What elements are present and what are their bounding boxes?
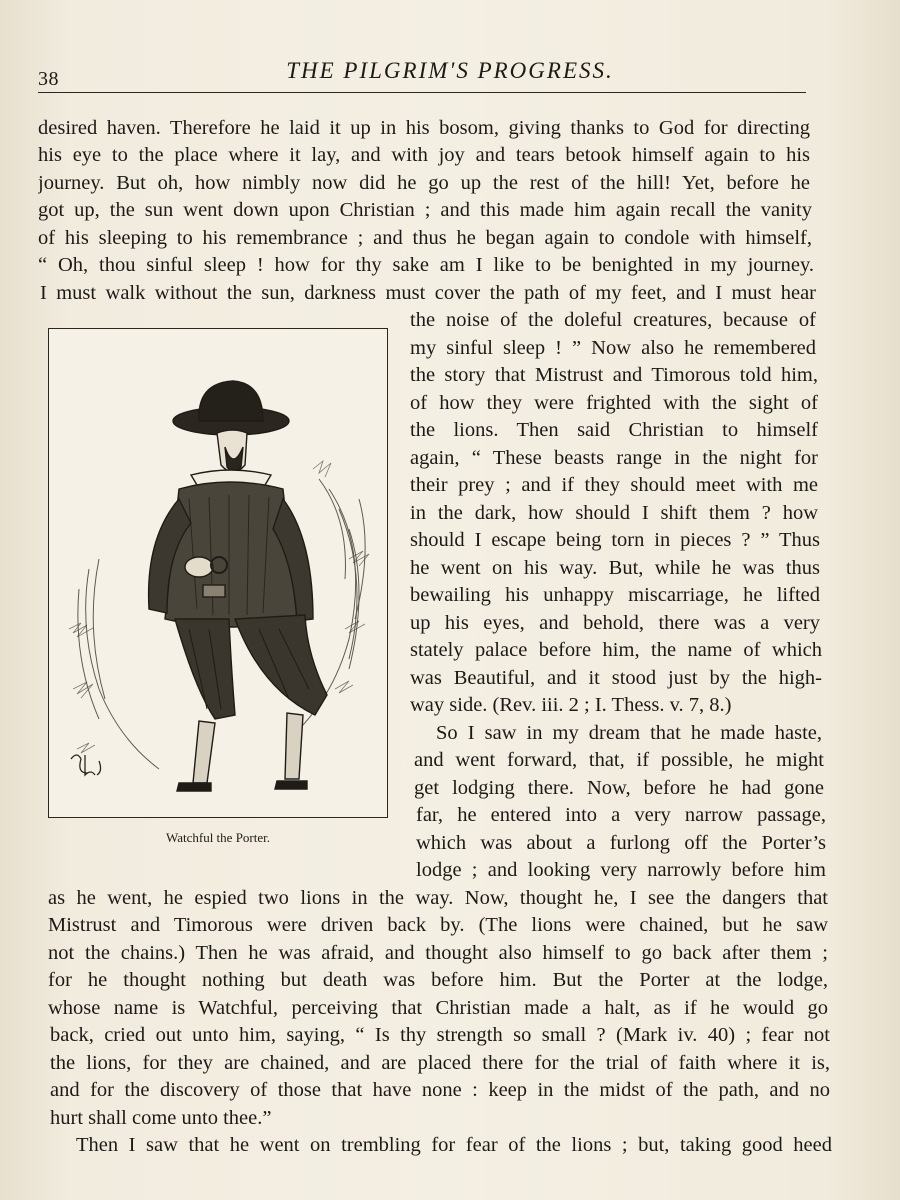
- illustration-frame: [48, 328, 388, 818]
- text-line: up his eyes, and behold, there was a very: [410, 612, 820, 634]
- text-line: get lodging there. Now, before he had gone: [414, 777, 824, 799]
- text-line: Then I saw that he went on trembling for fear of the lions ; but, taking good heed: [76, 1134, 832, 1156]
- text-line: stately palace before him, the name of which: [410, 639, 822, 661]
- text-line: his eye to the place where it lay, and with joy and tears betook himself again to his: [38, 144, 810, 166]
- header-rule: [38, 92, 806, 93]
- text-line: lodge ; and looking very narrowly before him: [416, 859, 826, 881]
- text-line: should I escape being torn in pieces ? ” Thus: [410, 529, 820, 551]
- figure-body: [149, 381, 327, 791]
- text-line: my sinful sleep ! ” Now also he remembered: [410, 337, 816, 359]
- text-line: of his sleeping to his remembrance ; and thus he began again to condole with himself,: [38, 227, 812, 249]
- text-line: far, he entered into a very narrow passage,: [416, 804, 826, 826]
- text-line: and for the discovery of those that have none : keep in the midst of the path, and no: [50, 1079, 830, 1101]
- text-line: and went forward, that, if possible, he might: [414, 749, 824, 771]
- text-line: the story that Mistrust and Timorous told him,: [410, 364, 818, 386]
- text-line: journey. But oh, how nimbly now did he go up the rest of the hill! Yet, before he: [38, 172, 810, 194]
- figure-caption: Watchful the Porter.: [165, 830, 270, 845]
- text-line: as he went, he espied two lions in the way. Now, thought he, I see the dangers that: [48, 887, 828, 909]
- text-line: bewailing his unhappy miscarriage, he lifted: [410, 584, 820, 606]
- text-line: he went on his way. But, while he was thus: [410, 557, 820, 579]
- text-line: I must walk without the sun, darkness must cover the path of my feet, and I must hear: [40, 282, 816, 304]
- text-line: Mistrust and Timorous were driven back by. (The lions were chained, but he saw: [48, 914, 828, 936]
- text-line: desired haven. Therefore he laid it up in his bosom, giving thanks to God for directing: [38, 117, 810, 139]
- text-line: way side. (Rev. iii. 2 ; I. Thess. v. 7, 8.): [410, 694, 732, 716]
- page-number: 38: [38, 68, 59, 90]
- text-line: hurt shall come unto thee.”: [50, 1107, 272, 1129]
- text-line: not the chains.) Then he was afraid, and thought also himself to go back after them ;: [48, 942, 828, 964]
- text-line: for he thought nothing but death was before him. But the Porter at the lodge,: [48, 969, 828, 991]
- text-line: their prey ; and if they should meet with me: [410, 474, 818, 496]
- text-line: again, “ These beasts range in the night for: [410, 447, 818, 469]
- porter-engraving: [49, 329, 387, 817]
- text-line: was Beautiful, and it stood just by the high-: [410, 667, 822, 689]
- text-line: “ Oh, thou sinful sleep ! how for thy sake am I like to be benighted in my journey.: [38, 254, 814, 276]
- text-line: which was about a furlong off the Porter’s: [416, 832, 826, 854]
- text-line: back, cried out unto him, saying, “ Is thy strength so small ? (Mark iv. 40) ; fear not: [50, 1024, 830, 1046]
- text-line: the noise of the doleful creatures, because of: [410, 309, 816, 331]
- text-line: the lions, for they are chained, and are placed there for the trial of faith where it is,: [50, 1052, 830, 1074]
- artist-signature: [71, 755, 101, 775]
- text-line: whose name is Watchful, perceiving that Christian made a halt, as if he would go: [48, 997, 828, 1019]
- text-line: got up, the sun went down upon Christian ; and this made him again recall the vanity: [38, 199, 812, 221]
- text-line: in the dark, how should I shift them ? how: [410, 502, 818, 524]
- text-line: the lions. Then said Christian to himself: [410, 419, 818, 441]
- text-line: of how they were frighted with the sight of: [410, 392, 818, 414]
- running-title: THE PILGRIM'S PROGRESS.: [286, 58, 614, 83]
- text-line: So I saw in my dream that he made haste,: [436, 722, 822, 744]
